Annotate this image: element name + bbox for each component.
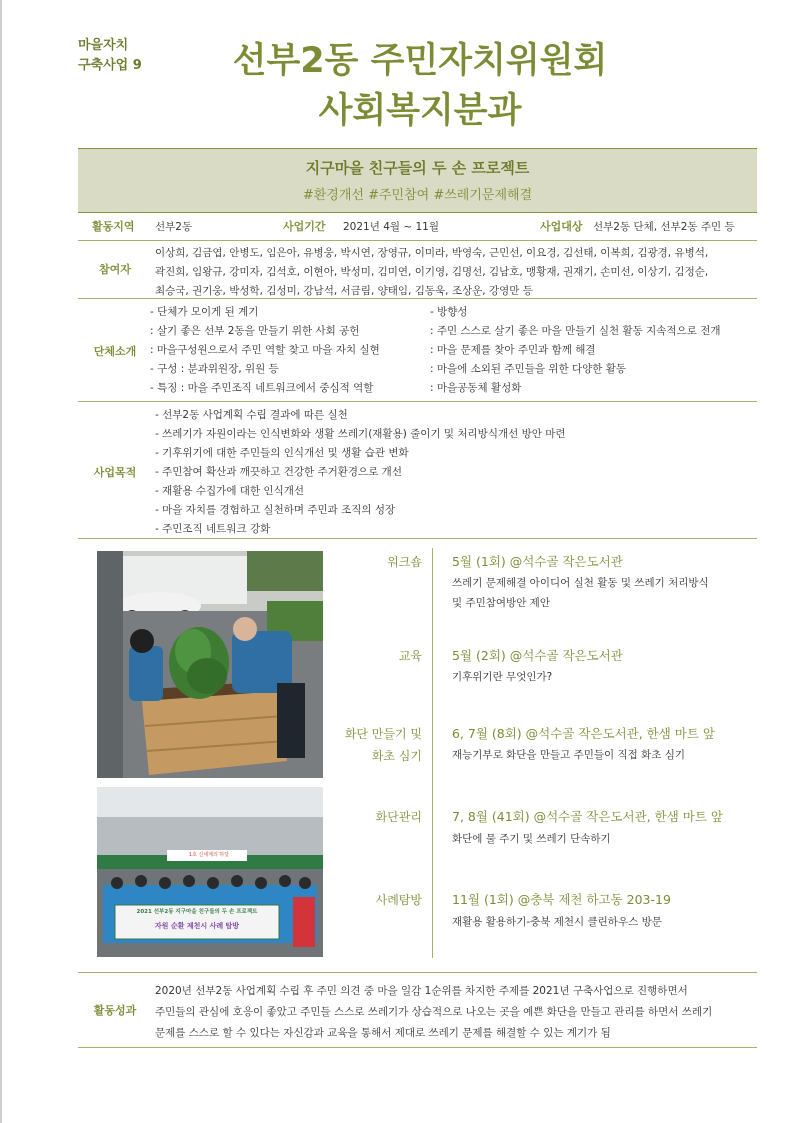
activity-education-label: 교육	[398, 649, 422, 663]
desc-line: 및 주민참여방안 제안	[452, 597, 550, 609]
activity-visit-date: 11월 (1회) @충북 제천 하고동 203-19	[452, 892, 671, 907]
activity-workshop-desc	[452, 573, 752, 613]
intro-item: - 구성 : 분과위원장, 위원 등	[150, 363, 279, 375]
desc-line: 재능기부로 화단을 만들고 주민들이 직접 화초 심기	[452, 749, 686, 761]
activity-visit-desc	[452, 912, 752, 932]
intro-item: : 살기 좋은 선부 2동을 만들기 위한 사회 공헌	[150, 325, 360, 337]
members-row	[78, 241, 757, 299]
project-banner	[78, 148, 757, 213]
page-edge	[0, 0, 2, 1123]
activity-care-date: 7, 8월 (41회) @석수골 작은도서관, 한샘 마트 앞	[452, 809, 723, 824]
series-line-1: 마을자치	[78, 38, 129, 53]
members-line: 이상희, 김금엽, 안병도, 임은아, 유병웅, 박시연, 장영규, 이미라, 박영숙, 근민선, 이요경, 김선태, 이복희, 김광경, 유병석,	[155, 247, 709, 259]
photo-banner-line-1: 2021 선부2동 지구마을 친구들의 두 손 프로젝트	[136, 909, 258, 915]
result-line: 2020년 선부2동 사업계획 수립 후 주민 의견 중 마을 일감 1순위를 차지한 주제를 2021년 구축사업으로 진행하면서	[155, 985, 688, 997]
purpose-item: - 쓰레기가 자원이라는 인식변화와 생활 쓰레기(재활용) 줄이기 및 처리방식개선 방안 마련	[155, 428, 566, 440]
planting-photo	[97, 551, 323, 778]
intro-right-column	[430, 303, 721, 398]
desc-line: 재활용 활용하기-충북 제천시 클린하우스 방문	[452, 916, 662, 928]
intro-item: - 단체가 모이게 된 계기	[150, 306, 259, 318]
result-line: 문제를 스스로 할 수 있다는 자신감과 교육을 통해서 제대로 쓰레기 문제를 해결할 수 있는 계기가 됨	[155, 1027, 611, 1039]
result-row	[78, 972, 757, 1048]
intro-left-column	[150, 303, 380, 398]
project-title: 지구마을 친구들의 두 손 프로젝트	[305, 159, 530, 177]
intro-item: : 마을공동체 활성화	[430, 382, 522, 394]
desc-line: 화단에 물 주기 및 쓰레기 단속하기	[452, 833, 611, 845]
purpose-item: - 주민조직 네트워크 강화	[155, 523, 271, 535]
intro-item: - 특징 : 마을 주민조직 네트워크에서 중심적 역할	[150, 382, 374, 394]
target-label: 사업대상	[540, 220, 583, 233]
group-visit-photo	[97, 787, 323, 957]
activity-flowerbed-label-2: 화초 심기	[371, 749, 422, 763]
desc-line: 기후위기란 무엇인가?	[452, 671, 553, 683]
page-title: 선부2동 주민자치위원회	[232, 41, 608, 81]
purpose-item: - 선부2동 사업계획 수립 결과에 따른 실천	[155, 409, 348, 421]
desc-line: 쓰레기 문제해결 아이디어 실천 활동 및 쓰레기 처리방식	[452, 577, 709, 589]
series-label	[78, 36, 142, 76]
members-line: 최승국, 권기웅, 박성학, 김성미, 강남석, 서금림, 양태임, 김동욱, 조상운, 강영만 등	[155, 285, 533, 297]
period-label: 사업기간	[283, 220, 326, 233]
intro-row	[78, 299, 757, 402]
intro-label: 단체소개	[93, 345, 137, 358]
activity-workshop-date: 5월 (1회) @석수골 작은도서관	[452, 554, 623, 569]
purpose-item: - 기후위기에 대한 주민들의 인식개선 및 생활 습관 변화	[155, 447, 409, 459]
series-line-2: 구축사업 9	[78, 58, 142, 73]
result-line: 주민들의 관심에 호응이 좋았고 주민들 스스로 쓰레기가 상습적으로 나오는 곳을 예쁜 화단을 만들고 관리를 하면서 쓰레기	[155, 1006, 713, 1018]
purpose-label: 사업목적	[93, 466, 137, 479]
purpose-item: - 재활용 수집가에 대한 인식개선	[155, 485, 304, 497]
purpose-item: - 마을 자치를 경험하고 실천하며 주민과 조직의 성장	[155, 504, 396, 516]
activity-care-desc	[452, 829, 752, 849]
result-label: 활동성과	[93, 1004, 137, 1017]
members-label: 참여자	[99, 263, 131, 276]
purpose-item: - 주민참여 확산과 깨끗하고 건강한 주거환경으로 개선	[155, 466, 402, 478]
activity-education-desc	[452, 667, 752, 687]
activity-workshop-label: 워크숍	[387, 555, 422, 569]
activity-visit-label: 사례탐방	[375, 893, 422, 907]
schedule-divider	[432, 548, 433, 958]
period-value: 2021년 4월 ~ 11월	[343, 221, 440, 233]
project-hashtags: #환경개선 #주민참여 #쓰레기문제해결	[302, 188, 533, 203]
members-line: 곽진희, 임왕규, 강미자, 김석호, 이현아, 박성미, 김미연, 이기영, 김명선, 김남호, 맹황재, 권재기, 손미선, 이상기, 김정순,	[155, 266, 709, 278]
target-value: 선부2동 단체, 선부2동 주민 등	[593, 221, 735, 233]
intro-item: : 마을구성원으로서 주민 역할 찾고 마을 자치 실현	[150, 344, 380, 356]
purpose-row	[78, 402, 757, 539]
intro-item: : 마을에 소외된 주민들을 위한 다양한 활동	[430, 363, 626, 375]
activity-education-date: 5월 (2회) @석수골 작은도서관	[452, 648, 623, 663]
intro-item: : 주민 스스로 살기 좋은 마을 만들기 실천 활동 지속적으로 전개	[430, 325, 721, 337]
area-label: 활동지역	[92, 220, 135, 233]
result-text	[155, 981, 755, 1044]
members-list	[155, 244, 755, 301]
activity-flowerbed-date: 6, 7월 (8회) @석수골 작은도서관, 한샘 마트 앞	[452, 726, 715, 741]
intro-item: - 방향성	[430, 306, 468, 318]
photo-sign-text: 1호 신세계의 하당	[188, 852, 230, 858]
info-row	[78, 213, 757, 241]
page-subtitle: 사회복지분과	[318, 91, 522, 131]
area-value: 선부2동	[155, 221, 193, 233]
activity-flowerbed-desc	[452, 745, 752, 765]
intro-item: : 마을 문제를 찾아 주민과 함께 해결	[430, 344, 596, 356]
activity-care-label: 화단관리	[375, 810, 422, 824]
purpose-list	[155, 406, 566, 539]
activity-flowerbed-label: 화단 만들기 및	[344, 727, 422, 741]
photo-banner-line-2: 자원 순환 제천시 사례 탐방	[154, 922, 240, 930]
